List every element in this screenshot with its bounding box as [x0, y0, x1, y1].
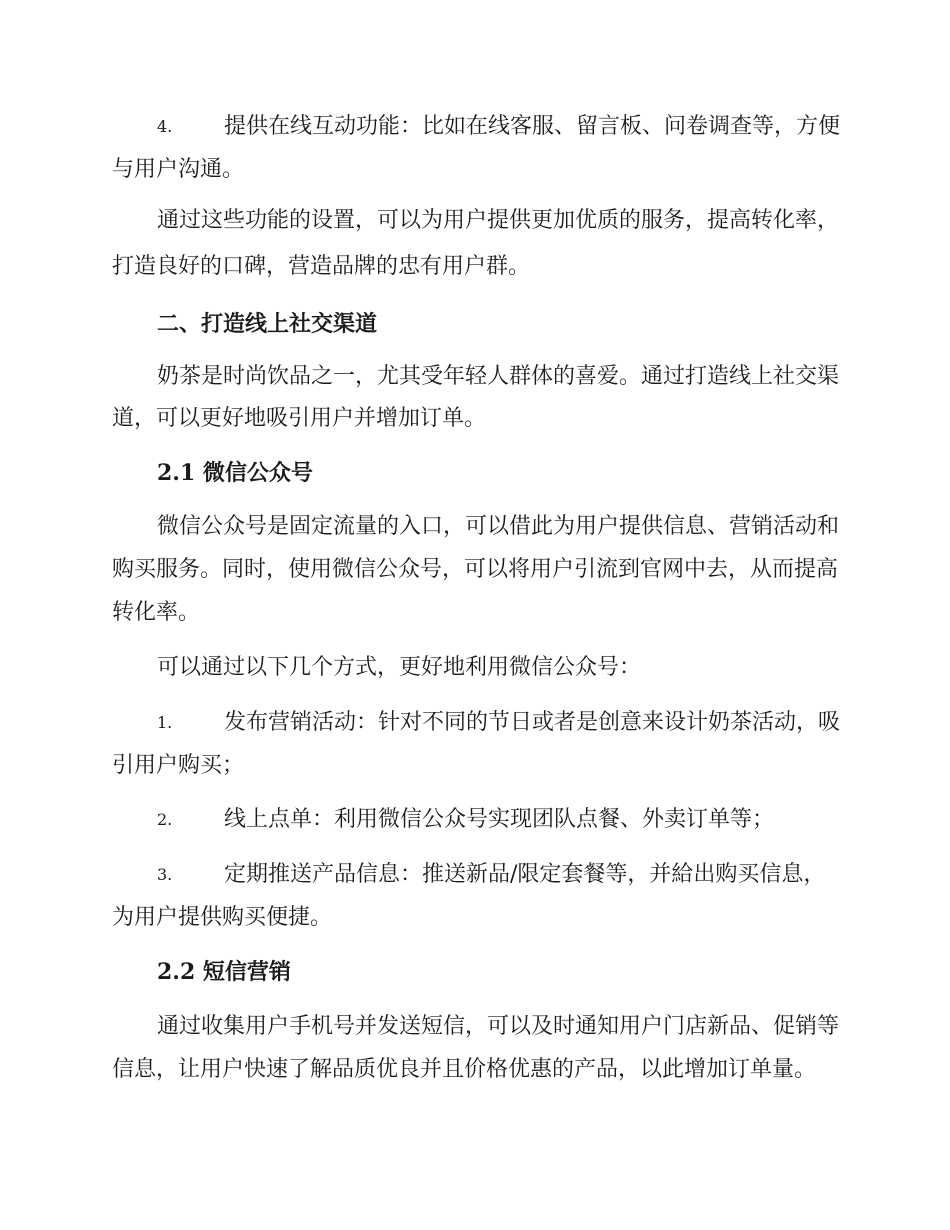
list-item-text: 线上点单：利用微信公众号实现团队点餐、外卖订单等； [224, 807, 775, 832]
subsection-heading: 2.1 微信公众号 [157, 460, 313, 486]
list-number: 4. [157, 117, 173, 136]
list-number: 1. [157, 713, 173, 732]
paragraph-line: 信息，让用户快速了解品质优良并且价格优惠的产品，以此增加订单量。 [112, 1057, 817, 1082]
list-item-text-continued: 为用户提供购买便捷。 [112, 905, 333, 930]
paragraph-line: 微信公众号是固定流量的入口，可以借此为用户提供信息、营销活动和 [157, 514, 840, 539]
list-number: 3. [157, 865, 173, 884]
paragraph-line: 奶茶是时尚饮品之一，尤其受年轻人群体的喜爱。通过打造线上社交渠 [157, 364, 840, 389]
paragraph-line: 打造良好的口碑，营造品牌的忠有用户群。 [112, 254, 531, 279]
list-item-text: 发布营销活动：针对不同的节日或者是创意来设计奶茶活动，吸 [224, 710, 841, 735]
list-item-text: 提供在线互动功能：比如在线客服、留言板、问卷调查等，方便 [224, 114, 841, 139]
paragraph-line: 通过这些功能的设置，可以为用户提供更加优质的服务，提高转化率， [157, 208, 840, 233]
list-item-text: 定期推送产品信息：推送新品/限定套餐等，并給出购买信息， [224, 862, 826, 887]
paragraph-line: 通过收集用户手机号并发送短信，可以及时通知用户门店新品、促销等 [157, 1014, 840, 1039]
subsection-heading: 2.2 短信营销 [157, 959, 291, 985]
paragraph-line: 购买服务。同时，使用微信公众号，可以将用户引流到官网中去，从而提高 [112, 557, 839, 582]
paragraph-line: 道，可以更好地吸引用户并增加订单。 [112, 406, 487, 431]
list-number: 2. [157, 810, 173, 829]
paragraph-line: 可以通过以下几个方式，更好地利用微信公众号： [157, 655, 642, 680]
list-item-text-continued: 引用户购买； [112, 753, 245, 778]
list-item-text-continued: 与用户沟通。 [112, 157, 245, 182]
section-heading: 二、打造线上社交渠道 [157, 311, 378, 337]
paragraph-line: 转化率。 [112, 600, 201, 625]
